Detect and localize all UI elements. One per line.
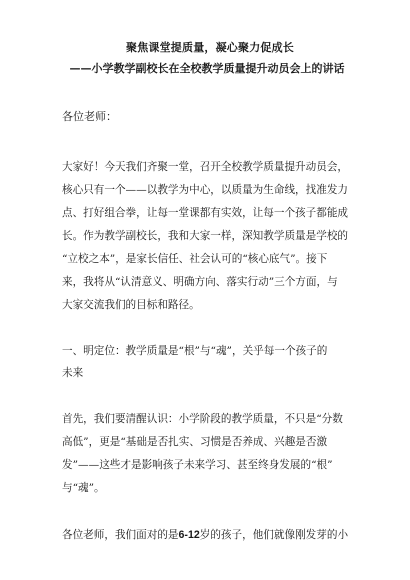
paragraph-students xyxy=(62,524,352,547)
paragraph-line: 大家好！今天我们齐聚一堂，召开全校教学质量提升动员会， xyxy=(62,161,349,173)
paragraph-line: 点、打好组合拳，让每一堂课都有实效，让每一个孩子都能成 xyxy=(62,207,349,219)
paragraph-line: 来，我将从“认清意义、明确方向、落实行动”三个方面，与 xyxy=(62,276,338,288)
paragraph-line xyxy=(62,524,352,547)
salutation: 各位老师： xyxy=(62,110,117,123)
paragraph-line: 核心只有一个——以教学为中心，以质量为生命线，找准发力 xyxy=(62,184,349,196)
section-heading-line: 一、明定位：教学质量是“根”与“魂”，关乎每一个孩子的 xyxy=(62,345,328,357)
paragraph-line: 长。作为教学副校长，我和大家一样，深知教学质量是学校的 xyxy=(62,230,349,242)
paragraph-line: “立校之本”，是家长信任、社会认可的“核心底气”。接下 xyxy=(62,253,328,265)
paragraph-text: 各位老师，我们面对的是 xyxy=(62,529,179,541)
document-title: 聚焦课堂提质量，凝心聚力促成长 xyxy=(126,41,294,54)
paragraph-line: 发”——这些才是影响孩子未来学习、甚至终身发展的“根” xyxy=(62,459,333,471)
paragraph-line: 首先，我们要清醒认识：小学阶段的教学质量，不只是“分数 xyxy=(62,413,343,425)
paragraph-opening xyxy=(62,156,352,317)
document-subtitle: ——小学教学副校长在全校教学质量提升动员会上的讲话 xyxy=(69,62,345,75)
section-heading xyxy=(62,340,352,384)
age-range: 6-12 xyxy=(178,529,200,541)
paragraph-text: 岁的孩子，他们就像刚发芽的小 xyxy=(199,529,349,541)
paragraph-line: 大家交流我们的目标和路径。 xyxy=(62,299,200,311)
paragraph-section1 xyxy=(62,408,352,500)
section-heading-line: 未来 xyxy=(62,367,84,379)
paragraph-line: 与“魂”。 xyxy=(62,482,105,494)
paragraph-line: 高低”，更是“基础是否扎实、习惯是否养成、兴趣是否激 xyxy=(62,436,328,448)
